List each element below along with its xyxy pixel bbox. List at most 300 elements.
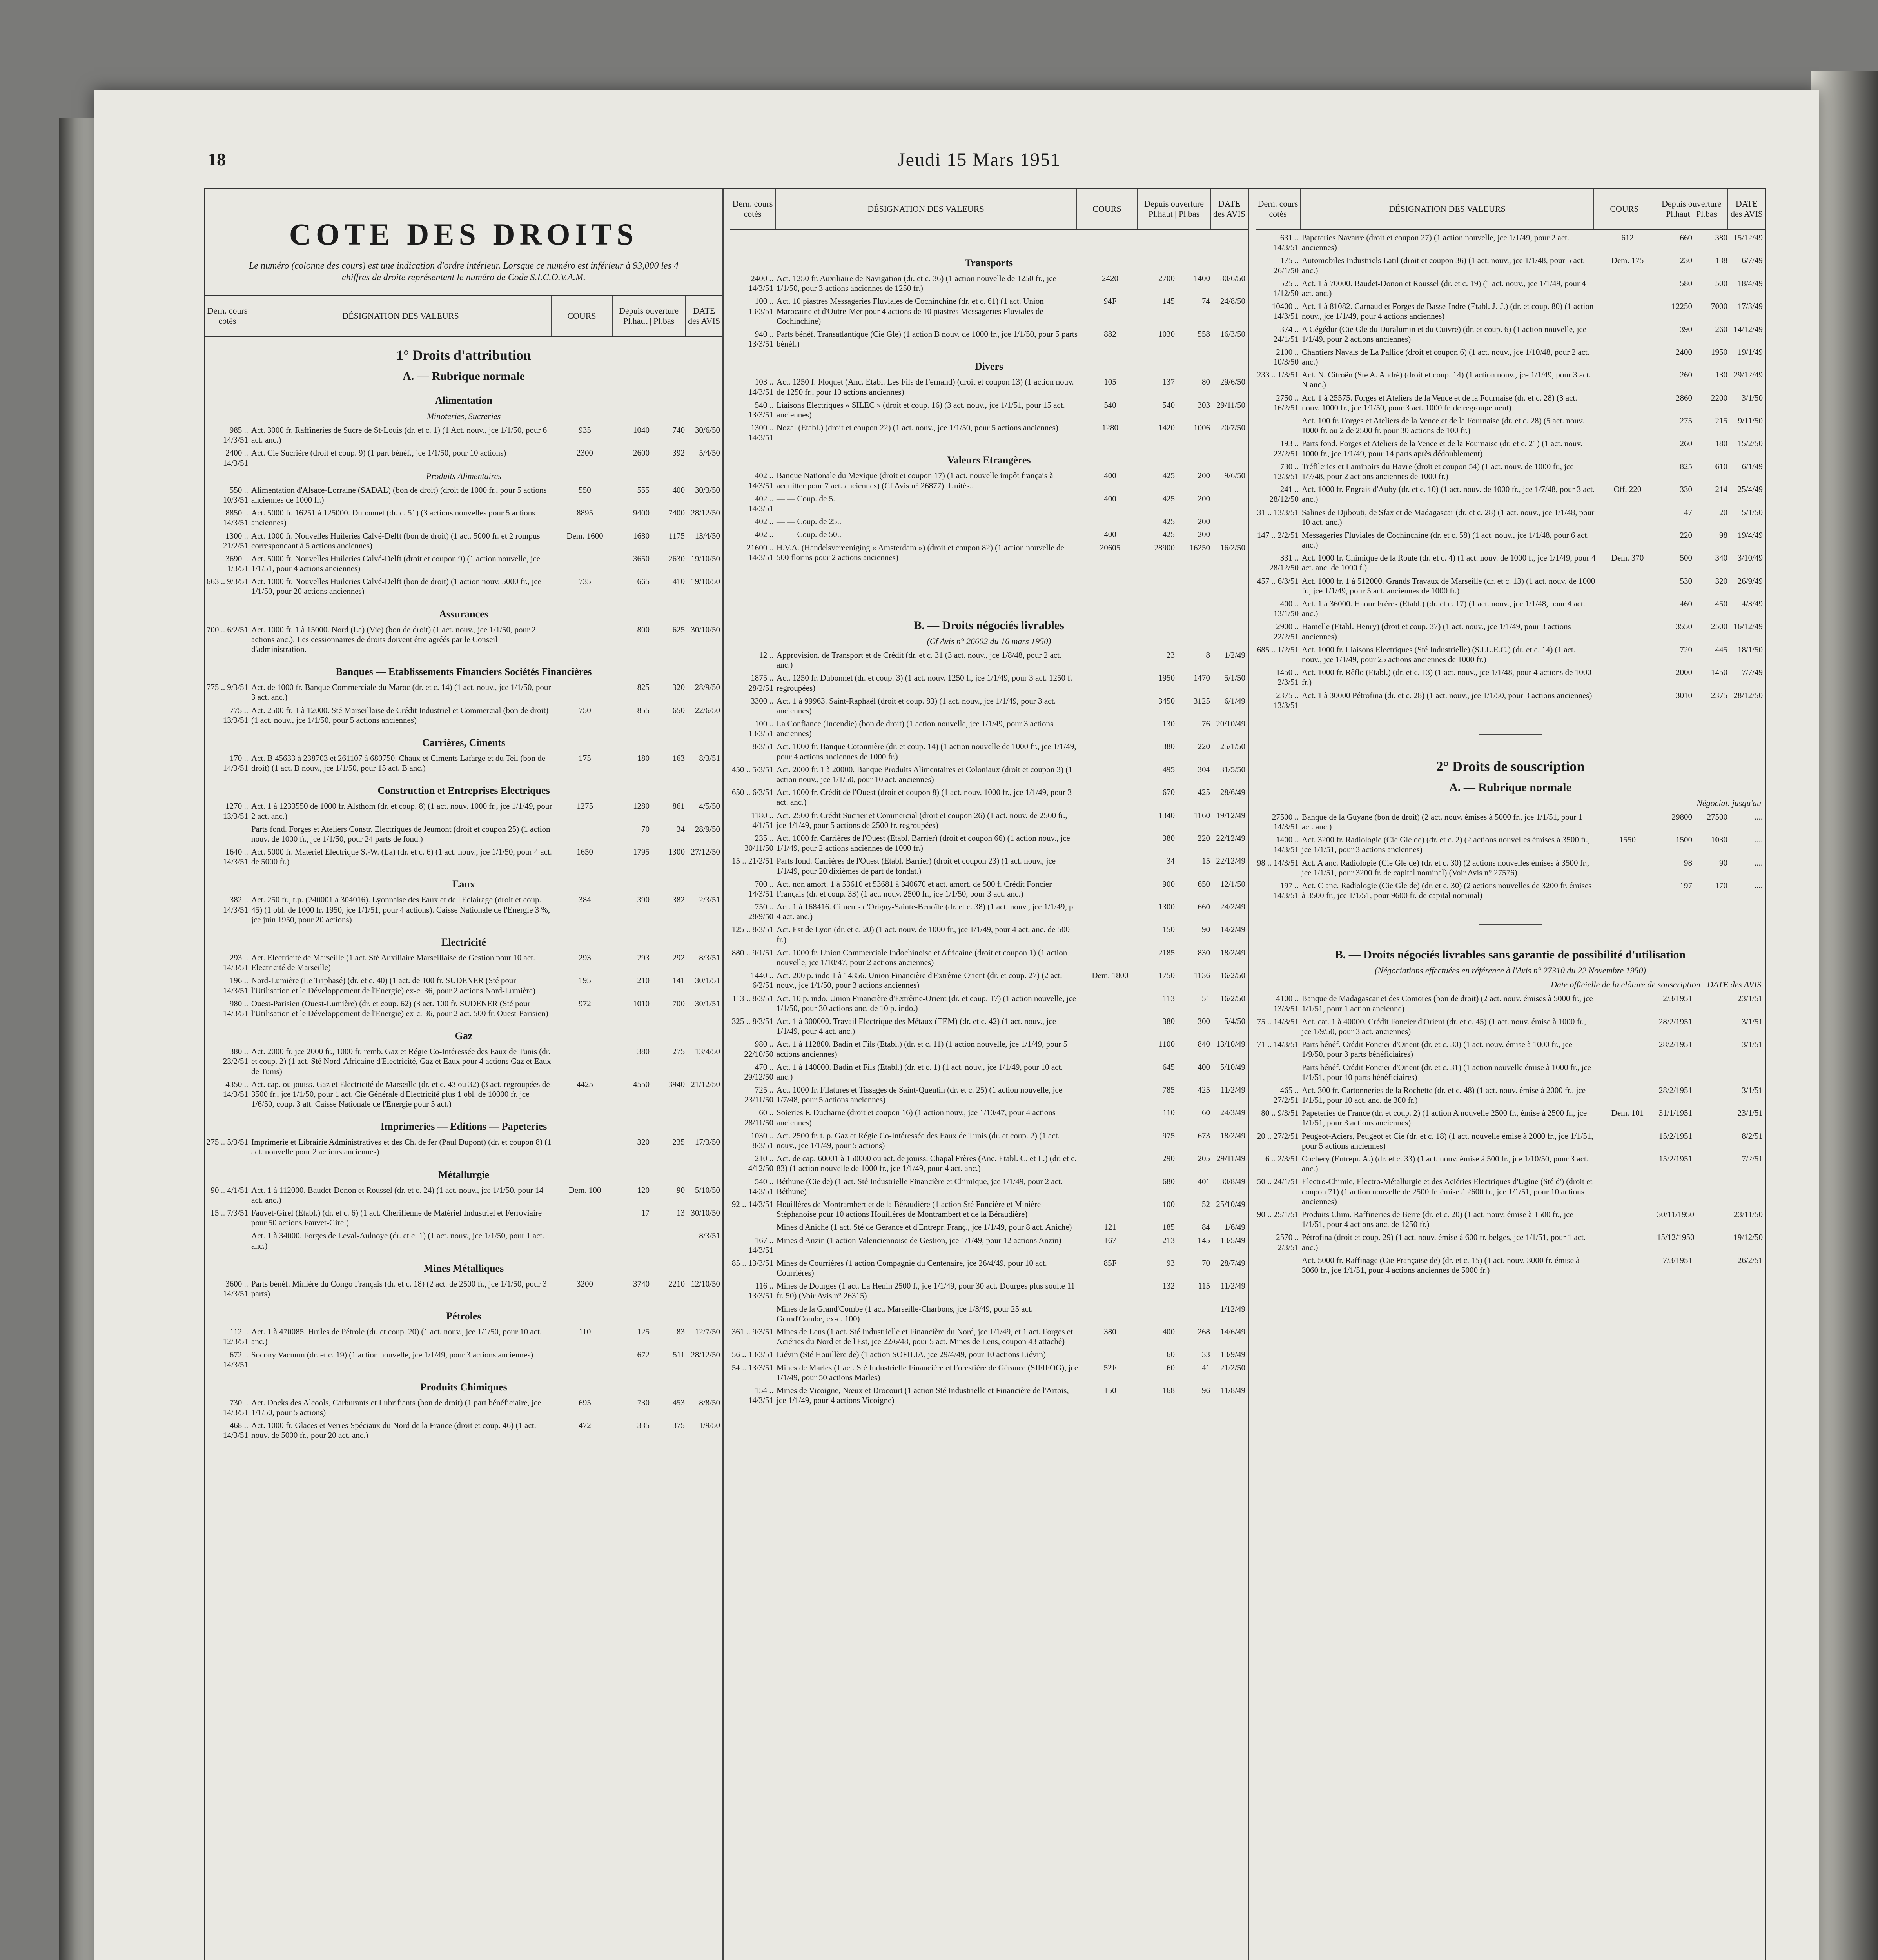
cell-plus-bas: 1470 <box>1194 673 1210 683</box>
table-row <box>1256 1085 1765 1105</box>
cell-date-avis: 8/2/51 <box>1742 1131 1763 1141</box>
table-row <box>730 530 1248 539</box>
cell-plus-bas: 27500 <box>1707 812 1727 822</box>
cell-cours: 1280 <box>1102 423 1118 433</box>
cell-cours: 4425 <box>577 1079 593 1089</box>
divider <box>1479 734 1542 735</box>
cell-dern-cours: 275 .. 5/3/51 <box>206 1137 248 1147</box>
table-row <box>1256 622 1765 641</box>
cell-designation: Act. 1000 fr. Crédit de l'Ouest (droit et coupon 8) (1 act. nouv. 1000 fr., jce 1/1/49, pour 3 act. anc.) <box>777 788 1072 807</box>
cell-plus-haut: 825 <box>1680 461 1692 471</box>
cell-plus-bas <box>1692 1210 1727 1229</box>
cell-dern-cours: 985 .. 14/3/51 <box>223 425 248 445</box>
table-row <box>205 682 722 702</box>
cell-date-avis: .... <box>1755 881 1763 890</box>
cell-plus-haut: 197 <box>1680 881 1692 890</box>
cell-date-avis: 13/4/50 <box>695 1047 720 1056</box>
cell-dern-cours: 685 .. 1/2/51 <box>1257 644 1299 654</box>
table-row <box>730 879 1248 899</box>
cell-plus-bas: 214 <box>1715 485 1727 494</box>
cell-date-avis: 30/6/50 <box>695 425 720 435</box>
cell-cours <box>1598 347 1657 367</box>
cell-dern-cours: 2400 .. 14/3/51 <box>748 274 773 293</box>
table-row <box>205 1421 722 1440</box>
cell-plus-haut: 260 <box>1680 439 1692 448</box>
cell-designation: Béthune (Cie de) (1 act. Sté Industrielle Financière et Chimique, jce 1/1/49, pour 2 act. Béthune) <box>777 1176 1063 1196</box>
cell-plus-bas: 60 <box>1202 1108 1210 1118</box>
cell-cours <box>555 1047 614 1076</box>
cell-plus-haut: 120 <box>637 1185 650 1195</box>
cell-plus-bas: 34 <box>677 824 685 834</box>
cell-plus-haut: 1280 <box>633 801 650 811</box>
cell-dern-cours: 113 .. 8/3/51 <box>732 993 773 1003</box>
cell-plus-bas: 205 <box>1198 1154 1210 1163</box>
cell-designation: Act. 2000 fr. 1 à 20000. Banque Produits Alimentaires et Coloniaux (droit et coupon 3) (1 action nouv., jce 1/1/50, pour 10 act. anciennes) <box>777 764 1072 784</box>
table-row <box>1256 301 1765 321</box>
cell-date-avis: 5/1/50 <box>1742 507 1763 517</box>
cell-cours <box>1598 1085 1657 1105</box>
cell-designation: Act. 1 à 30000 Pétrofina (dr. et c. 28) (1 act. nouv., jce 1/1/50, pour 3 actions anciennes) <box>1302 690 1592 700</box>
cell-plus-haut: 530 <box>1680 576 1692 586</box>
table-row <box>1256 416 1765 436</box>
cell-cours <box>1081 650 1140 670</box>
column-2 <box>730 189 1249 1960</box>
table-row <box>205 706 722 725</box>
cell-dern-cours: 1450 .. 2/3/51 <box>1276 668 1299 687</box>
cell-date-avis: 3/10/49 <box>1737 553 1763 563</box>
cell-plus-haut: 30/11/1950 <box>1657 1209 1694 1219</box>
running-header <box>94 149 1819 180</box>
cell-dern-cours: 241 .. 28/12/50 <box>1269 485 1299 504</box>
cell-plus-haut: 15/12/1950 <box>1657 1232 1695 1242</box>
cell-dern-cours: 2750 .. 16/2/51 <box>1273 393 1299 412</box>
cell-designation: Act. 3000 fr. Raffineries de Sucre de St-Louis (dr. et c. 1) (1 Act. nouv., jce 1/1/50, pour 6 act. anc.) <box>251 425 547 445</box>
cell-plus-haut: 185 <box>1162 1222 1175 1232</box>
cell-dern-cours: 197 .. 14/3/51 <box>1273 881 1299 900</box>
cell-plus-bas: 70 <box>1202 1258 1210 1268</box>
cell-dern-cours: 31 .. 13/3/51 <box>1257 507 1299 517</box>
category-title: Eaux <box>452 878 475 890</box>
cell-plus-bas: 425 <box>1198 1085 1210 1095</box>
cell-plus-haut: 137 <box>1162 377 1175 387</box>
cell-cours <box>1081 696 1140 716</box>
table-row <box>205 976 722 995</box>
table-row <box>730 833 1248 853</box>
table-row <box>730 650 1248 670</box>
cell-date-avis: 14/2/49 <box>1220 925 1245 935</box>
cell-date-avis: 19/1/49 <box>1737 347 1763 357</box>
cell-plus-haut: 660 <box>1680 233 1692 242</box>
cell-plus-haut <box>1657 1063 1692 1082</box>
cell-designation: Parts bénéf. Transatlantique (Cie Gle) (1 action B nouv. de 1000 fr., jce 1/1/50, pour 5 parts bénéf.) <box>777 329 1078 349</box>
cell-plus-haut: 1010 <box>633 998 650 1008</box>
table-row <box>730 1062 1248 1082</box>
cell-plus-bas: 220 <box>1198 742 1210 751</box>
table-row <box>205 554 722 573</box>
cell-plus-bas: 340 <box>1715 553 1727 563</box>
section-2-subtitle: A. — Rubrique normale <box>1449 780 1571 794</box>
cell-plus-bas: 650 <box>672 705 685 715</box>
category-title: Produits Chimiques <box>420 1381 507 1393</box>
table-row <box>1256 370 1765 390</box>
cell-plus-haut: 425 <box>1162 517 1175 526</box>
table-row <box>730 1154 1248 1173</box>
cell-plus-haut: 100 <box>1162 1199 1175 1209</box>
table-row <box>730 274 1248 293</box>
header-avis: DATE des AVIS <box>1213 199 1246 219</box>
cell-plus-bas: 2375 <box>1711 690 1727 700</box>
cell-dern-cours: 1030 .. 8/3/51 <box>751 1131 773 1150</box>
cell-cours <box>1598 370 1657 390</box>
table-row <box>205 508 722 528</box>
cell-dern-cours: 540 .. 13/3/51 <box>748 400 773 419</box>
cell-plus-bas <box>1692 1063 1727 1082</box>
cell-designation: Liévin (Sté Houillère de) (1 action SOFILIA, jce 29/4/49, pour 10 actions Liévin) <box>777 1350 1046 1359</box>
cell-plus-haut: 4550 <box>633 1079 650 1089</box>
table-row <box>1256 1232 1765 1252</box>
cell-plus-bas: 610 <box>1715 461 1727 471</box>
cell-plus-haut: 15/2/1951 <box>1658 1154 1692 1163</box>
cell-designation: Act. 3200 fr. Radiologie (Cie Gle de) (dr. et c. 2) (2 actions nouvelles émises à 3500 fr., jce 1/1/51, pour 3 actions anciennes) <box>1302 835 1590 855</box>
cell-cours: 1650 <box>577 847 593 857</box>
cell-dern-cours: 400 .. 13/1/50 <box>1273 599 1299 619</box>
cell-plus-haut: 220 <box>1680 530 1692 540</box>
cell-date-avis: 5/10/50 <box>695 1185 720 1195</box>
cell-designation: Parts bénéf. Minière du Congo Français (dr. et c. 18) (2 act. de 2500 fr., jce 1/1/50, pour 3 parts) <box>251 1279 547 1298</box>
cell-dern-cours: 550 .. 10/3/51 <box>223 485 248 505</box>
cell-dern-cours: 540 .. 14/3/51 <box>748 1176 773 1196</box>
cell-designation: Houillères de Montrambert et de la Béraudière (1 action Sté Foncière et Minière Stéphanoise pour 10 actions Houillères de Montrambert et de la Béraudière) <box>777 1199 1041 1219</box>
table-row <box>1256 881 1765 900</box>
cell-plus-haut: 425 <box>1162 494 1175 503</box>
cell-date-avis: 3/1/50 <box>1742 393 1763 403</box>
table-row <box>1256 553 1765 573</box>
cell-plus-haut: 2185 <box>1158 947 1175 957</box>
cell-plus-bas: 861 <box>672 801 685 811</box>
cell-cours <box>1598 1210 1657 1229</box>
table-row <box>1256 393 1765 413</box>
cell-designation: Salines de Djibouti, de Sfax et de Madagascar (dr. et c. 28) (1 act. nouv., jce 1/1/48, pour 10 act. anc.) <box>1302 507 1595 527</box>
cell-dern-cours: 725 .. 23/11/50 <box>744 1085 773 1105</box>
cell-designation: Act. 1000 fr. Filatures et Tissages de Saint-Quentin (dr. et c. 25) (1 action nouvelle, jce 1/7/48, pour 5 actions anciennes) <box>777 1085 1063 1105</box>
cell-cours <box>1598 622 1657 641</box>
cell-cours <box>555 824 614 844</box>
cell-designation: Act. A anc. Radiologie (Cie Gle de) (dr. et c. 30) (2 actions nouvelles émises à 3500 fr., jce 1/1/51, pour 3200 fr. de capital nominal) (Voir Avis n° 27576) <box>1302 858 1589 877</box>
cell-dern-cours: 775 .. 13/3/51 <box>223 705 248 725</box>
cell-designation: Act. 1 à 70000. Baudet-Donon et Roussel (dr. et c. 19) (1 act. nouv., jce 1/1/49, pour 4 act. anc.) <box>1302 278 1586 298</box>
category-title: Assurances <box>439 608 488 620</box>
cell-designation: Soieries F. Ducharne (droit et coupon 16) (1 action nouv., jce 1/10/47, pour 4 actions anciennes) <box>777 1108 1056 1127</box>
cell-designation: Papeteries de France (dr. et coup. 2) (1 action A nouvelle 2500 fr., émise à 2500 fr., jce 1/1/51, pour 3 actions anciennes) <box>1302 1108 1587 1128</box>
cell-designation: Imprimerie et Librairie Administratives et des Ch. de fer (Paul Dupont) (dr. et coupon 8) (1 act. nouvelle pour 2 actions anciennes) <box>251 1137 552 1157</box>
cell-cours: 972 <box>579 998 591 1008</box>
cell-date-avis: 28/9/50 <box>695 682 720 692</box>
cell-date-avis: 22/12/49 <box>1216 833 1245 843</box>
column-2-section-b <box>730 650 1248 1405</box>
cell-date-avis: 29/11/50 <box>1216 400 1245 410</box>
cell-cours <box>1598 508 1657 527</box>
cell-plus-bas: 453 <box>672 1397 685 1407</box>
header-cours: COURS <box>552 296 613 336</box>
cell-designation: Act. N. Citroën (Sté A. André) (droit et coup. 14) (1 action nouv., jce 1/1/49, pour 3 act. N anc.) <box>1302 370 1591 390</box>
category-title: Imprimeries — Editions — Papeteries <box>380 1121 547 1132</box>
cell-dern-cours: 2100 .. 10/3/50 <box>1273 347 1299 367</box>
cell-plus-bas: 16250 <box>1189 543 1210 552</box>
cell-designation: — — Coup. de 50.. <box>777 530 842 539</box>
table-row <box>205 1047 722 1076</box>
cell-plus-bas: 52 <box>1202 1199 1210 1209</box>
cell-dern-cours: 8/3/51 <box>752 742 773 751</box>
cell-dern-cours: 700 .. 14/3/51 <box>748 879 773 898</box>
cell-cours <box>1598 462 1657 481</box>
cell-designation: Act. 1 à 112800. Badin et Fils (Etabl.) (dr. et c. 11) (1 action nouvelle, jce 1/1/49, pour 5 actions anciennes) <box>777 1039 1068 1059</box>
table-row <box>1256 256 1765 275</box>
cell-cours: 400 <box>1104 530 1116 539</box>
cell-plus-bas: 830 <box>1198 947 1210 957</box>
cell-dern-cours: 50 .. 24/1/51 <box>1257 1177 1299 1187</box>
cell-designation: Act. 1 à 112000. Baudet-Donon et Roussel (dr. et c. 24) (1 act. nouv., jce 1/1/50, pour 14 act. anc.) <box>251 1185 543 1205</box>
column-2-body <box>730 257 1248 563</box>
cell-designation: — — Coup. de 5.. <box>777 494 837 503</box>
cell-dern-cours: 730 .. 12/3/51 <box>1273 461 1299 481</box>
cell-plus-bas: 90 <box>1202 925 1210 935</box>
table-header <box>205 295 722 337</box>
cell-dern-cours: 3300 .. <box>751 696 773 706</box>
cell-plus-haut: 855 <box>637 705 650 715</box>
cell-designation: Act. 10 p. indo. Union Financière d'Extrême-Orient (dr. et coup. 17) (1 action nouvelle, jce 1/1/50, pour 30 actions anc. de 10 p. indo.) <box>777 993 1076 1013</box>
cell-designation: Parts fond. Forges et Ateliers Constr. Electriques de Jeumont (droit et coupon 25) (1 action nouv. de 1000 fr., jce 1/1/50, pour 24 parts de fond.) <box>251 824 550 844</box>
cell-designation: Act. 1250 fr. Auxiliaire de Navigation (dr. et c. 36) (1 action nouvelle de 1250 fr., jce 1/1/50, pour 3 actions anciennes de 1250 fr.) <box>777 274 1056 293</box>
cell-plus-haut: 93 <box>1167 1258 1175 1268</box>
cell-date-avis: 13/9/49 <box>1220 1350 1245 1359</box>
cell-dern-cours: 402 .. <box>755 530 773 539</box>
cell-date-avis: 30/6/50 <box>1220 274 1245 283</box>
cell-designation: Banque Nationale du Mexique (droit et coupon 17) (1 act. nouvelle impôt français à acquitter pour 7 act. anciennes) (Cf Avis n° 26877). Unités.. <box>777 471 1053 490</box>
cell-plus-haut: 130 <box>1162 719 1175 729</box>
table-row <box>205 448 722 468</box>
cell-designation: — — Coup. de 25.. <box>777 517 842 526</box>
cell-designation: Act. non amort. 1 à 53610 et 53681 à 340670 et act. amort. de 500 f. Crédit Foncier Français (dr. et coup. 33) (1 act. nouv. 2500 fr., jce 1/1/50, pour 3 act. anc.) <box>777 879 1052 898</box>
cell-dern-cours: 125 .. 8/3/51 <box>731 925 773 935</box>
cell-cours <box>1598 858 1657 878</box>
cell-designation: Mines de la Grand'Combe (1 act. Marseille-Charbons, jce 1/3/49, pour 25 act. Grand'Combe, ex-c. 100) <box>777 1304 1033 1323</box>
header-depuis: Depuis ouverture Pl.haut | Pl.bas <box>613 296 686 336</box>
cell-cours: 121 <box>1104 1222 1116 1232</box>
cell-designation: Produits Chim. Raffineries de Berre (dr. et c. 20) (1 act. nouv. émise à 1500 fr., jce 1/1/51, pour 4 actions anc. de 1250 fr.) <box>1302 1209 1573 1229</box>
cell-dern-cours: 3600 .. 14/3/51 <box>223 1279 248 1298</box>
cell-plus-bas: 2210 <box>668 1279 685 1289</box>
cell-dern-cours: 20 .. 27/2/51 <box>1257 1131 1299 1141</box>
header-depuis: Depuis ouverture Pl.haut | Pl.bas <box>1138 189 1211 229</box>
cell-designation: Act. 2500 fr. t. p. Gaz et Régie Co-Intéressée des Eaux de Tunis (dr. et coup. 2) (1 act. nouv., jce 1/1/49, pour 5 actions) <box>777 1131 1060 1150</box>
divider <box>1479 924 1542 925</box>
table-row <box>1256 1210 1765 1229</box>
cell-plus-bas: 401 <box>1198 1176 1210 1186</box>
cell-dern-cours: 880 .. 9/1/51 <box>731 947 773 957</box>
cell-cours <box>1081 719 1140 739</box>
cell-plus-haut: 28900 <box>1154 543 1175 552</box>
category-title: Transports <box>965 257 1013 269</box>
table-row <box>1256 576 1765 596</box>
table-row <box>205 577 722 596</box>
cell-designation: La Confiance (Incendie) (bon de droit) (1 action nouvelle, jce 1/1/49, pour 3 actions anciennes) <box>777 719 1054 739</box>
cell-date-avis: 23/11/50 <box>1734 1209 1763 1219</box>
cell-plus-haut: 825 <box>637 682 650 692</box>
cell-designation: Act. B 45633 à 238703 et 261107 à 680750. Chaux et Ciments Lafarge et du Teil (bon de droit) (1 act. B nouv., jce 1/1/50, pour 15 act. B anc.) <box>251 753 545 773</box>
category-title: Valeurs Etrangères <box>947 454 1031 466</box>
cell-designation: Parts bénéf. Crédit Foncier d'Orient (dr. et c. 31) (1 action nouvelle émise à 1000 fr., jce 1/1/51, pour 10 parts bénéficiaires) <box>1302 1062 1591 1082</box>
category-title: Banques — Etablissements Financiers Sociétés Financières <box>336 666 592 678</box>
cell-dern-cours <box>205 824 251 844</box>
cell-dern-cours: 402 .. <box>755 517 773 526</box>
cell-cours <box>1081 1154 1140 1173</box>
cell-date-avis: 19/10/50 <box>691 554 720 563</box>
cell-date-avis: 13/4/50 <box>695 531 720 541</box>
cell-plus-bas: 235 <box>672 1137 685 1147</box>
cell-plus-haut: 1750 <box>1158 971 1175 980</box>
cell-dern-cours: 27500 .. 14/3/51 <box>1272 812 1299 832</box>
table-row <box>1256 1131 1765 1151</box>
cell-plus-bas <box>650 1231 685 1250</box>
cell-cours <box>1598 1040 1657 1059</box>
cell-dern-cours: 1300 .. 21/2/51 <box>223 531 248 550</box>
cell-date-avis: 28/7/49 <box>1220 1258 1245 1268</box>
cell-date-avis: .... <box>1755 835 1763 845</box>
cell-designation: Act. 1000 fr. Liaisons Electriques (Sté Industrielle) (S.I.L.E.C.) (dr. et c. 14) (1 act. nouv., jce 1/1/49, pour 25 actions anciennes de 1000 fr.) <box>1302 644 1576 664</box>
cell-date-avis: 25/10/49 <box>1216 1199 1245 1209</box>
cell-dern-cours: 100 .. 13/3/51 <box>748 719 773 739</box>
cell-plus-haut: 210 <box>637 976 650 985</box>
page-number: 18 <box>208 149 226 169</box>
cell-designation: Act. 1 à 99963. Saint-Raphaël (droit et coup. 83) (1 act. nouv., jce 1/1/49, pour 3 act. anciennes) <box>777 696 1056 715</box>
cell-date-avis: 19/4/49 <box>1737 530 1763 540</box>
cell-designation: Act. 5000 fr. Nouvelles Huileries Calvé-Delft (droit et coupon 9) (1 action nouvelle, jce 1/1/51, pour 4 actions anciennes) <box>251 554 541 573</box>
cell-cours: 882 <box>1104 329 1116 339</box>
cell-plus-bas: 220 <box>1198 833 1210 843</box>
cell-designation: Act. cat. 1 à 40000. Crédit Foncier d'Orient (dr. et c. 45) (1 act. nouv. émise à 1000 fr., jce 1/9/50, pour 3 act. anciennes) <box>1302 1016 1586 1036</box>
cell-plus-bas: 13 <box>677 1208 685 1218</box>
cell-plus-bas <box>1692 1256 1727 1275</box>
cell-dern-cours: 6 .. 2/3/51 <box>1265 1154 1299 1163</box>
column-3 <box>1256 189 1765 1960</box>
cell-plus-bas <box>1692 1232 1727 1252</box>
cell-dern-cours: 116 .. 13/3/51 <box>748 1281 773 1301</box>
cell-date-avis: 30/1/51 <box>695 976 720 985</box>
section-2b-note: (Négociations effectuées en référence à l'Avis n° 27310 du 22 Novembre 1950) <box>1375 965 1646 976</box>
table-row <box>730 1039 1248 1059</box>
issue-date: Jeudi 15 Mars 1951 <box>898 149 1061 170</box>
table-row <box>730 517 1248 526</box>
cell-plus-haut: 17 <box>641 1208 650 1218</box>
table-row <box>205 1208 722 1228</box>
cell-designation: Act. 100 fr. Forges et Ateliers de la Vence et de la Fournaise (dr. et c. 28) (5 act. nouv. 1000 fr. ou 2 de 2500 fr. pour 30 actions de 100 fr.) <box>1302 416 1584 436</box>
cell-date-avis: 29/11/49 <box>1216 1154 1245 1163</box>
cell-plus-bas: 141 <box>672 976 685 985</box>
cell-designation: Act. 250 fr., t.p. (240001 à 304016). Lyonnaise des Eaux et de l'Eclairage (droit et coup. 45) (1 obl. de 1000 fr. 1950, jce 1/1/51, pour 4 actions). Caisse Nationale de l'Energie 3 %, jce juin 1950, pour 20 actions) <box>251 895 550 924</box>
table-row <box>1256 233 1765 252</box>
cell-date-avis: 15/12/49 <box>1733 233 1763 242</box>
category-title: Gaz <box>455 1030 473 1042</box>
cell-designation: Act. Cie Sucrière (droit et coup. 9) (1 part bénéf., jce 1/1/50, pour 10 actions) <box>251 448 506 458</box>
table-row <box>730 788 1248 807</box>
cell-cours <box>1598 279 1657 298</box>
cell-date-avis: 29/6/50 <box>1220 377 1245 387</box>
cell-designation: Mines de Vicoigne, Nœux et Drocourt (1 action Sté Industrielle et Financière de l'Artois, jce 1/1/49, pour 4 actions Vicoigne) <box>777 1385 1069 1405</box>
cell-cours: 110 <box>579 1327 591 1337</box>
table-row <box>730 1258 1248 1278</box>
cell-plus-haut: 1030 <box>1158 329 1175 339</box>
table-row <box>730 719 1248 739</box>
cell-plus-bas: 300 <box>1198 1016 1210 1026</box>
table-row <box>730 423 1248 443</box>
cell-designation: Alimentation d'Alsace-Lorraine (SADAL) (bon de droit) (droit de 1000 fr., pour 5 actions anciennes de 1000 fr.) <box>251 485 547 505</box>
cell-plus-bas <box>1692 994 1727 1013</box>
category-title: Métallurgie <box>438 1169 489 1180</box>
cell-plus-haut: 390 <box>1680 324 1692 334</box>
cell-dern-cours: 1640 .. 14/3/51 <box>223 847 248 867</box>
table-row <box>1256 858 1765 878</box>
table-row <box>205 824 722 844</box>
cell-dern-cours: 470 .. 29/12/50 <box>744 1062 773 1082</box>
cell-cours: 935 <box>579 425 591 435</box>
cell-plus-haut: 2/3/1951 <box>1663 994 1692 1004</box>
cell-plus-bas: 130 <box>1715 370 1727 380</box>
cell-plus-haut: 380 <box>1162 833 1175 843</box>
table-row <box>730 856 1248 876</box>
category-title: Alimentation <box>435 395 492 406</box>
cell-plus-bas: 400 <box>672 485 685 495</box>
cell-dern-cours: 4100 .. 13/3/51 <box>1273 994 1299 1013</box>
cell-designation: Parts fond. Carrières de l'Ouest (Etabl. Barrier) (droit et coupon 23) (1 act. nouv., jce 1/1/49, pour 20 dixièmes de part de fondat.) <box>777 856 1056 876</box>
cell-designation: Act. 1000 fr. 1 à 15000. Nord (La) (Vie) (bon de droit) (1 act. nouv., jce 1/1/50, pour 2 actions anc.). Les cessionnaires de droits doivent être agréés par le Conseil d'administration. <box>251 624 536 654</box>
table-row <box>730 696 1248 716</box>
cell-dern-cours: 92 .. 14/3/51 <box>731 1199 773 1209</box>
cell-date-avis: 22/12/49 <box>1216 856 1245 866</box>
cell-plus-haut: 3450 <box>1158 696 1175 706</box>
cell-plus-haut: 975 <box>1162 1131 1175 1140</box>
cell-date-avis: 17/3/49 <box>1737 301 1763 311</box>
cell-designation: Act. 10 piastres Messageries Fluviales de Cochinchine (dr. et c. 61) (1 act. Union Marocaine et d'Outre-Mer pour 4 actions de 10 piastres Messageries Fluviales de Cochinchine) <box>777 296 1044 326</box>
cell-date-avis: 1/12/49 <box>1220 1304 1245 1314</box>
cell-date-avis: 4/3/49 <box>1742 599 1763 608</box>
cell-dern-cours <box>1256 416 1302 436</box>
cell-date-avis: 8/3/51 <box>699 953 720 962</box>
cell-designation: Act. 2000 fr. jce 2000 fr., 1000 fr. remb. Gaz et Régie Co-Intéressée des Eaux de Tunis (dr. et coup. 2) (1 act. Sté Nord-Africaine d'Electricité, Gaz et Eaux pour 4 actions Gaz et Eaux de Tunis) <box>251 1047 551 1076</box>
cell-date-avis: 18/2/49 <box>1220 947 1245 957</box>
section-b-title: B. — Droits négociés livrables <box>914 619 1064 632</box>
cell-plus-haut: 290 <box>1162 1154 1175 1163</box>
cell-date-avis: 16/3/50 <box>1220 329 1245 339</box>
cell-plus-bas: 83 <box>677 1327 685 1337</box>
table-row <box>205 1350 722 1370</box>
cell-cours: 3200 <box>577 1279 593 1289</box>
table-row <box>205 625 722 655</box>
category-title: Construction et Entreprises Electriques <box>377 785 550 797</box>
cell-date-avis: 29/12/49 <box>1733 370 1763 380</box>
cell-dern-cours <box>1256 1256 1302 1275</box>
cell-date-avis: 15/2/50 <box>1737 439 1763 448</box>
cell-cours <box>1081 673 1140 693</box>
cell-plus-haut: 2700 <box>1158 274 1175 283</box>
cell-plus-haut <box>1657 1177 1692 1207</box>
cell-plus-bas: 445 <box>1715 644 1727 654</box>
table-row <box>730 1350 1248 1359</box>
cell-dern-cours: 663 .. 9/3/51 <box>206 577 248 586</box>
cell-cours <box>1081 948 1140 967</box>
cell-dern-cours: 147 .. 2/2/51 <box>1257 530 1299 540</box>
cell-designation: Act. 1000 fr. Carrières de l'Ouest (Etabl. Barrier) (droit et coupon 66) (1 action nouv., jce 1/1/49, pour 2 actions anciennes de 1000 fr.) <box>777 833 1070 853</box>
cell-dern-cours: 112 .. 12/3/51 <box>223 1327 248 1347</box>
